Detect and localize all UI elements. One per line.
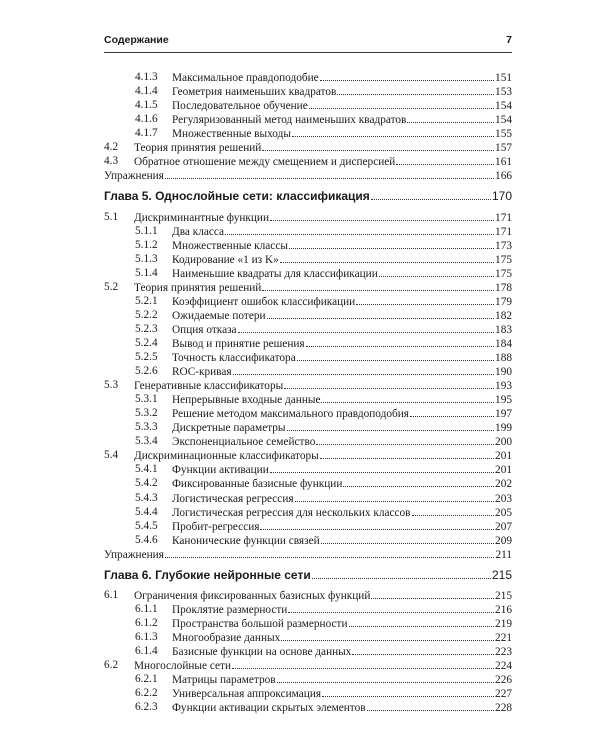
toc-entry[interactable] <box>104 322 512 336</box>
toc-entry-page: 184 <box>495 337 512 350</box>
toc-entry-title: Обратное отношение между смещением и дисперсией <box>134 156 396 169</box>
toc-entry-title: Упражнения <box>104 548 164 561</box>
toc-entry-page: 219 <box>495 617 512 630</box>
toc-chapter-entry[interactable] <box>104 189 512 203</box>
toc-dot-leader <box>320 70 494 81</box>
toc-dot-leader <box>407 112 494 123</box>
toc-entry[interactable] <box>104 630 512 644</box>
toc-entry-line <box>172 224 512 239</box>
toc-entry-line <box>134 588 512 603</box>
toc-entry-line <box>172 533 512 548</box>
toc-entry-line <box>134 378 512 393</box>
toc-entry-line <box>172 392 512 407</box>
toc-entry-number: 5.1.4 <box>135 266 158 279</box>
header-rule <box>104 52 512 53</box>
toc-entry-page: 153 <box>495 86 512 98</box>
toc-entry-title: Базисные функции на основе данных <box>172 645 352 658</box>
toc-dot-leader <box>262 140 494 151</box>
toc-entry-line <box>134 658 512 673</box>
toc-entry-line <box>172 84 512 99</box>
toc-entry[interactable] <box>104 491 512 505</box>
toc-entry-title: Непрерывные входные данные <box>172 394 321 407</box>
toc-entry-title: Два класса <box>172 225 225 238</box>
toc-entry-title: Функции активации <box>172 464 269 477</box>
toc-dot-leader <box>260 519 494 530</box>
toc-entry-line <box>172 112 512 127</box>
toc-dot-leader <box>356 294 494 305</box>
toc-entry[interactable] <box>104 672 512 686</box>
toc-entry[interactable] <box>104 448 512 462</box>
toc-dot-leader <box>277 672 494 683</box>
toc-dot-leader <box>288 602 494 613</box>
toc-entry-number: 5.1 <box>104 210 119 223</box>
toc-entry-page: 227 <box>495 688 512 701</box>
toc-entry-line <box>134 280 512 295</box>
toc-dot-leader <box>295 491 494 502</box>
toc-entry-title: Вывод и принятие решения <box>172 337 305 350</box>
toc-entry[interactable] <box>104 588 512 602</box>
toc-entry-page: 157 <box>495 142 512 155</box>
toc-entry-line <box>172 491 512 506</box>
toc-entry[interactable] <box>104 70 512 84</box>
toc-entry-title: Геометрия наименьших квадратов <box>172 86 337 98</box>
toc-entry-line <box>172 434 512 449</box>
toc-dot-leader <box>238 322 494 333</box>
toc-entry-title: Матрицы параметров <box>172 674 276 686</box>
toc-entry-page: 154 <box>495 100 512 113</box>
toc-dot-leader <box>233 364 494 375</box>
toc-dot-leader <box>267 308 494 319</box>
toc-entry-title: Множественные классы <box>172 239 288 252</box>
toc-dot-leader <box>297 350 494 361</box>
toc-entry-line <box>172 519 512 534</box>
toc-entry-page: 197 <box>495 408 512 421</box>
toc-dot-leader <box>412 505 495 516</box>
toc-dot-leader <box>289 238 494 249</box>
toc-entry-number: 5.2.3 <box>135 322 158 335</box>
chapter-title-text: Глава 6. Глубокие нейронные сети <box>104 567 311 582</box>
toc-entry-page: 151 <box>495 72 512 84</box>
toc-entry-number: 6.1 <box>104 588 119 601</box>
toc-entry-number: 6.1.3 <box>135 630 158 643</box>
toc-entry-page: 170 <box>491 189 512 204</box>
toc-entry-line <box>172 126 512 141</box>
toc-entry-number: 5.4.4 <box>135 505 158 518</box>
toc-entry-number: 6.1.1 <box>135 602 158 615</box>
toc-entry[interactable] <box>104 280 512 294</box>
toc-entry-line <box>104 189 512 203</box>
toc-entry-line <box>134 448 512 463</box>
toc-entry-title: Проклятие размерности <box>172 603 288 616</box>
toc-entry-title: Дискретные параметры <box>172 422 286 435</box>
toc-entry-title: Наименьшие квадраты для классификации <box>172 267 378 280</box>
toc-entry-number: 4.2 <box>104 141 119 154</box>
toc-entry-number: 4.1.6 <box>135 113 158 126</box>
toc-entry-title: Точность классификатора <box>172 352 296 364</box>
toc-entry[interactable] <box>104 98 512 112</box>
toc-entry[interactable] <box>104 462 512 476</box>
toc-entry-title: Теория принятия решений <box>134 281 262 294</box>
toc-dot-leader <box>371 189 491 200</box>
toc-entry-number: 4.1.7 <box>135 127 158 140</box>
toc-entry-page: 195 <box>495 394 512 407</box>
toc-dot-leader <box>321 533 494 544</box>
toc-dot-leader <box>287 420 495 431</box>
toc-entry[interactable] <box>104 126 512 140</box>
toc-entry-number: 6.2.1 <box>135 673 158 685</box>
toc-entry-line <box>172 505 512 520</box>
toc-entry-number: 5.2.5 <box>135 351 158 363</box>
toc-entry-number: 4.1.5 <box>135 99 158 112</box>
toc-entry[interactable] <box>104 686 512 700</box>
toc-entry-number: 5.4.5 <box>135 519 158 532</box>
toc-entry-line <box>172 336 512 351</box>
toc-entry-line <box>172 308 512 323</box>
toc-entry-number: 4.1.3 <box>135 71 158 83</box>
toc-dot-leader <box>337 84 494 95</box>
toc-entry[interactable] <box>104 616 512 630</box>
toc-entry-title <box>104 568 311 582</box>
toc-entry-page: 182 <box>495 309 512 322</box>
toc-entry-line <box>172 700 512 715</box>
toc-dot-leader <box>262 280 494 291</box>
toc-entry-page: 201 <box>495 464 512 477</box>
toc-dot-leader <box>352 644 494 655</box>
toc-dot-leader <box>396 154 494 165</box>
toc-entry-line <box>172 364 512 379</box>
toc-entry-line <box>172 686 512 701</box>
toc-entry-line <box>104 168 512 183</box>
toc-entry-number: 5.3.1 <box>135 393 158 406</box>
toc-entry-line <box>172 98 512 113</box>
toc-entry-title: Фиксированные базисные функции <box>172 478 343 491</box>
toc-entry-number: 6.1.2 <box>135 616 158 629</box>
toc-entry-page: 207 <box>495 520 512 533</box>
toc-entry-page: 171 <box>495 225 512 238</box>
toc-entry[interactable] <box>104 154 512 168</box>
toc-entry-title: Дискриминантные функции <box>134 211 270 224</box>
toc-entry[interactable] <box>104 140 512 154</box>
toc-entry[interactable] <box>104 224 512 238</box>
toc-dot-leader <box>270 210 494 221</box>
toc-entry-number: 5.2.6 <box>135 365 158 377</box>
toc-entry-title: Коэффициент ошибок классификации <box>172 295 356 308</box>
toc-dot-leader <box>349 616 495 627</box>
toc-entry-line <box>172 476 512 491</box>
toc-entry-line <box>172 322 512 337</box>
toc-entry-title: Канонические функции связей <box>172 534 320 547</box>
toc-entry-page: 175 <box>495 267 512 280</box>
toc-entry-page: 211 <box>495 548 512 561</box>
toc-entry-number: 5.3.2 <box>135 407 158 420</box>
toc-entry-page: 209 <box>495 534 512 547</box>
toc-entry-title: Генеративные классификаторы <box>134 380 284 393</box>
toc-dot-leader <box>309 98 494 109</box>
toc-entry[interactable] <box>104 644 512 658</box>
toc-entry[interactable] <box>104 84 512 98</box>
toc-entry-number: 5.2.4 <box>135 336 158 349</box>
toc-dot-leader <box>292 126 494 137</box>
toc-entry-line <box>172 630 512 645</box>
toc-dot-leader <box>320 448 494 459</box>
toc-entry-page: 190 <box>495 366 512 378</box>
toc-entry-page: 188 <box>495 352 512 364</box>
toc-entry-page: 216 <box>495 603 512 616</box>
toc-entry-title: Дискриминационные классификаторы <box>134 450 319 463</box>
toc-entry-title: Кодирование «1 из K» <box>172 253 279 266</box>
toc-entry-line <box>172 294 512 309</box>
toc-entry-line <box>172 266 512 281</box>
toc-entry-line <box>172 462 512 477</box>
toc-entry-number: 5.3.3 <box>135 421 158 434</box>
toc-entry-number: 5.4.6 <box>135 533 158 546</box>
toc-dot-leader <box>284 378 494 389</box>
toc-entry[interactable] <box>104 336 512 350</box>
toc-entry-number: 5.4.3 <box>135 491 158 504</box>
running-header-title: Содержание <box>104 34 169 46</box>
toc-entry-title: Решение методом максимального правдоподобия <box>172 408 409 421</box>
toc-entry-number: 5.2 <box>104 280 119 293</box>
toc-entry-page: 200 <box>495 436 512 449</box>
toc-entry[interactable] <box>104 364 512 378</box>
toc-entry-title: Экспоненциальное семейство <box>172 436 316 449</box>
toc-entry[interactable] <box>104 392 512 406</box>
toc-entry[interactable] <box>104 378 512 392</box>
toc-entry[interactable] <box>104 266 512 280</box>
toc-entry-page: 224 <box>495 660 512 672</box>
toc-entry-title: Опция отказа <box>172 323 237 336</box>
toc-entry[interactable] <box>104 308 512 322</box>
toc-entry-title: Пространства большой размерности <box>172 617 348 630</box>
toc-entry-title: Многообразие данных <box>172 631 281 644</box>
toc-entry-title: Пробит-регрессия <box>172 520 260 533</box>
toc-entry-page: 201 <box>495 450 512 463</box>
toc-entry[interactable] <box>104 406 512 420</box>
toc-entry[interactable] <box>104 168 512 182</box>
toc-entry-number: 5.3 <box>104 379 119 392</box>
toc-entry[interactable] <box>104 533 512 547</box>
toc-dot-leader <box>165 168 494 179</box>
toc-dot-leader <box>343 476 494 487</box>
chapter-title-text: Глава 5. Однослойные сети: классификация <box>104 189 370 204</box>
toc-entry-number: 5.1.2 <box>135 238 158 251</box>
toc-entry-page: 221 <box>495 631 512 644</box>
toc-entry-title: Максимальное правдоподобие <box>172 72 319 84</box>
toc-dot-leader <box>280 252 494 263</box>
toc-entry-page: 215 <box>491 567 512 582</box>
toc-entry-line <box>172 406 512 421</box>
toc-entry-page: 205 <box>495 506 512 519</box>
toc-entry-line <box>104 568 512 582</box>
toc-entry-page: 154 <box>495 114 512 127</box>
toc-entry-line <box>134 154 512 169</box>
toc-entry-line <box>172 350 512 365</box>
toc-entry-line <box>134 210 512 225</box>
toc-entry-number: 6.2.3 <box>135 701 158 714</box>
toc-entry-title: Ожидаемые потери <box>172 309 266 322</box>
running-header <box>104 34 512 50</box>
toc-entry-line <box>172 252 512 267</box>
toc-entry-title: Последовательное обучение <box>172 100 308 113</box>
toc-entry-title: Многослойные сети <box>134 660 231 672</box>
toc-entry-page: 155 <box>495 128 512 141</box>
toc-dot-leader <box>306 336 494 347</box>
toc-entry-title <box>104 189 370 203</box>
toc-entry-title: Множественные выходы <box>172 128 291 141</box>
toc-dot-leader <box>225 224 494 235</box>
toc-dot-leader <box>410 406 494 417</box>
toc-entry-line <box>172 420 512 435</box>
toc-entry-number: 5.2.1 <box>135 294 158 307</box>
toc-entry-page: 228 <box>495 702 512 715</box>
toc-entry-page: 223 <box>495 645 512 658</box>
toc-dot-leader <box>321 392 494 403</box>
toc-entry[interactable] <box>104 476 512 490</box>
toc-entry-number: 5.2.2 <box>135 308 158 321</box>
toc-entry-page: 161 <box>495 156 512 169</box>
toc-entry-page: 175 <box>495 253 512 266</box>
toc-entry-page: 171 <box>495 211 512 224</box>
toc-entry-page: 215 <box>495 589 512 602</box>
toc-entry-line <box>172 238 512 253</box>
toc-entry[interactable] <box>104 350 512 364</box>
toc-entry[interactable] <box>104 547 512 561</box>
toc-entry-number: 5.4.1 <box>135 463 158 476</box>
toc-entry[interactable] <box>104 252 512 266</box>
toc-dot-leader <box>316 434 494 445</box>
toc-entry-number: 4.3 <box>104 155 119 168</box>
toc-entry-title: Регуляризованный метод наименьших квадратов <box>172 114 407 127</box>
toc-entry[interactable] <box>104 505 512 519</box>
toc-entry[interactable] <box>104 210 512 224</box>
toc-entry-line <box>172 616 512 631</box>
toc-entry-number: 6.2 <box>104 659 119 671</box>
toc-entry-page: 179 <box>495 295 512 308</box>
toc-dot-leader <box>371 588 494 599</box>
toc-entry-page: 183 <box>495 323 512 336</box>
toc-entry-title: Логистическая регрессия <box>172 492 294 505</box>
toc-entry-page: 193 <box>495 380 512 393</box>
toc-entry-title: Теория принятия решений <box>134 142 262 155</box>
toc-entry-number: 5.4 <box>104 449 119 462</box>
toc-entry-page: 173 <box>495 239 512 252</box>
toc-dot-leader <box>312 568 491 579</box>
toc-entry-number: 5.1.1 <box>135 224 158 237</box>
toc-dot-leader <box>232 658 494 669</box>
toc-entry-title: Ограничения фиксированных базисных функций <box>134 589 371 602</box>
toc-dot-leader <box>165 547 495 558</box>
toc-entry[interactable] <box>104 658 512 672</box>
toc-entry[interactable] <box>104 434 512 448</box>
toc-entry-number: 5.1.3 <box>135 252 158 265</box>
toc-entry[interactable] <box>104 700 512 714</box>
toc-entry-line <box>134 140 512 155</box>
toc-dot-leader <box>379 266 494 277</box>
toc-entry-number: 5.3.4 <box>135 435 158 448</box>
toc-entry[interactable] <box>104 294 512 308</box>
toc-dot-leader <box>367 700 494 711</box>
toc-dot-leader <box>281 630 494 641</box>
toc-entry-page: 178 <box>495 281 512 294</box>
toc-entry-page: 202 <box>495 478 512 491</box>
toc-entry-number: 6.2.2 <box>135 687 158 700</box>
toc-dot-leader <box>270 462 494 473</box>
toc-entry-line <box>172 602 512 617</box>
toc-entry-line <box>104 547 512 562</box>
page-number: 7 <box>506 34 512 46</box>
toc-entry[interactable] <box>104 238 512 252</box>
toc-entry-page: 226 <box>495 674 512 686</box>
toc-entry-number: 4.1.4 <box>135 85 158 97</box>
toc-entry-page: 199 <box>495 422 512 435</box>
toc-entry-line <box>172 70 512 85</box>
toc-entry[interactable] <box>104 112 512 126</box>
toc-entry-title: Универсальная аппроксимация <box>172 688 322 701</box>
toc-entry-number: 6.1.4 <box>135 644 158 657</box>
toc-entry-title: Функции активации скрытых элементов <box>172 702 366 715</box>
toc-entry-number: 5.4.2 <box>135 477 158 490</box>
toc-entry[interactable] <box>104 420 512 434</box>
toc-entry-line <box>172 644 512 659</box>
toc-entry[interactable] <box>104 519 512 533</box>
toc-entry-title: ROC-кривая <box>172 366 232 378</box>
toc-entry-page: 166 <box>495 170 512 183</box>
toc-dot-leader <box>322 686 494 697</box>
toc-entry-line <box>172 672 512 687</box>
toc-chapter-entry[interactable] <box>104 568 512 582</box>
toc-entry-title: Логистическая регрессия для нескольких классов <box>172 506 411 519</box>
toc-entry[interactable] <box>104 602 512 616</box>
toc-entry-title: Упражнения <box>104 170 164 183</box>
toc-entry-page: 203 <box>495 492 512 505</box>
